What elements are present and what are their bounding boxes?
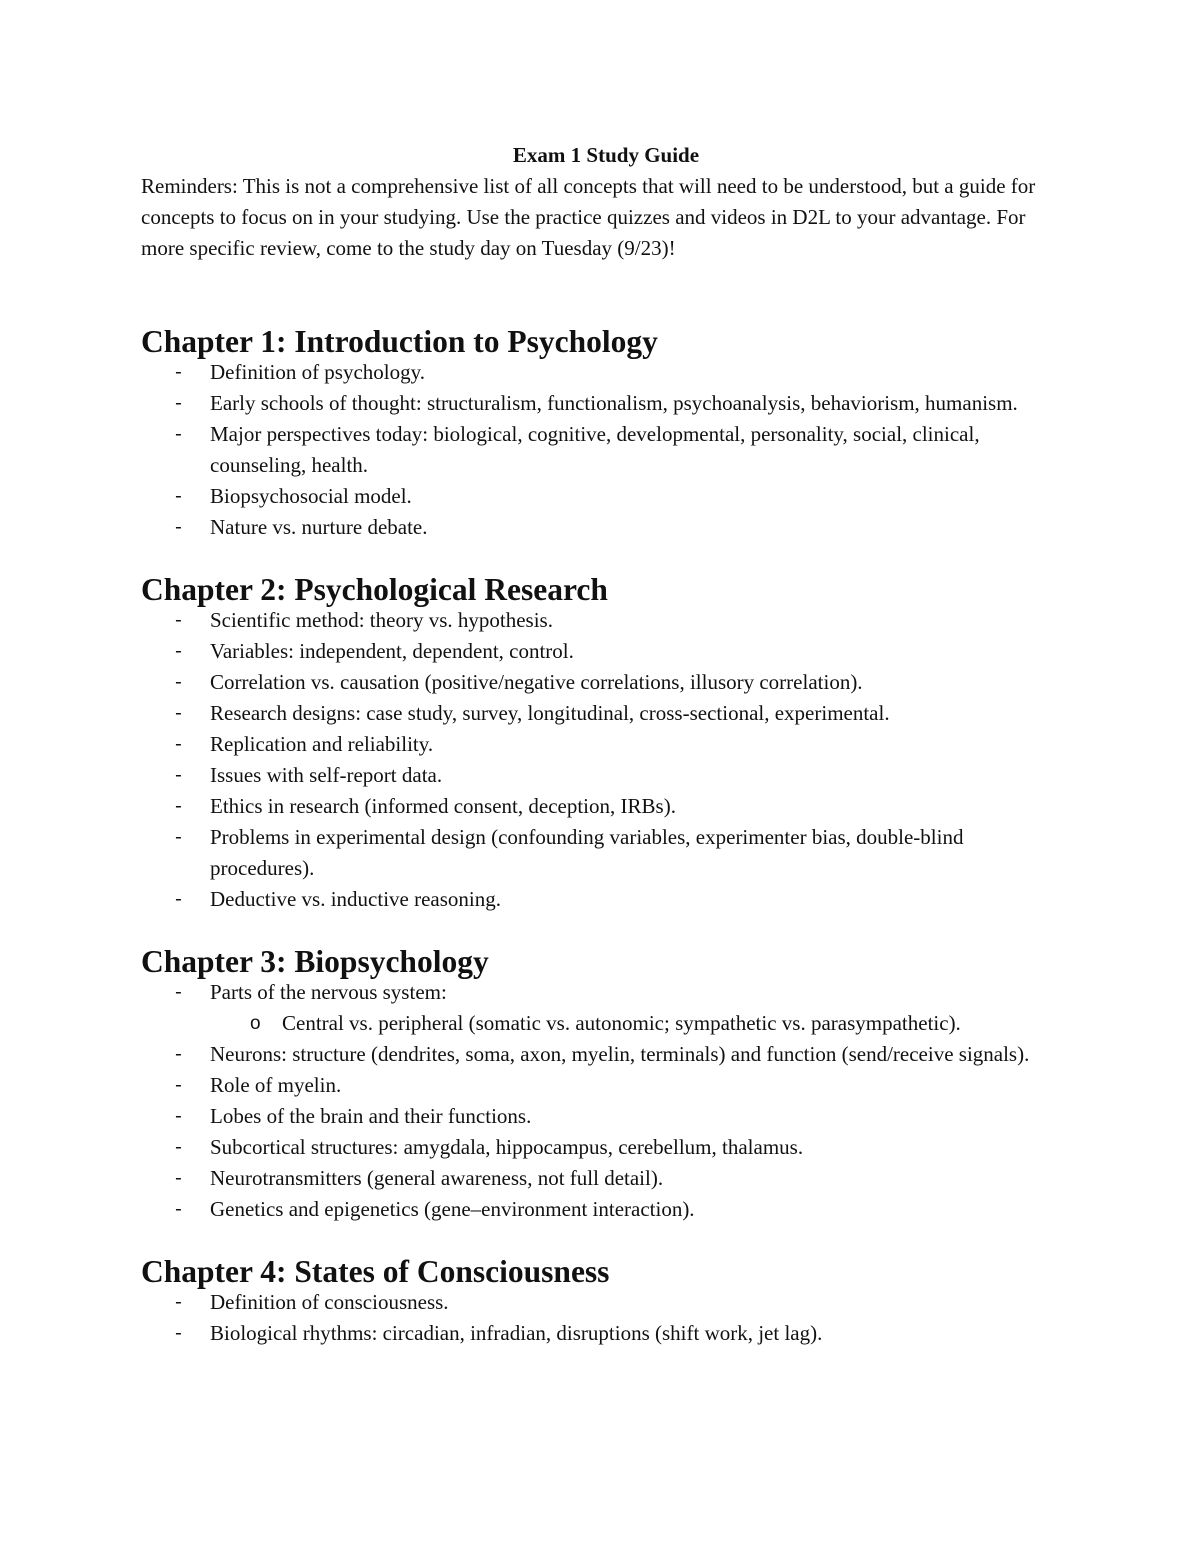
- dash-bullet: -: [175, 764, 182, 786]
- dash-bullet: -: [175, 516, 182, 538]
- sub-list-item-text: Central vs. peripheral (somatic vs. autonomic; sympathetic vs. parasympathetic).: [282, 1011, 961, 1035]
- dash-bullet: -: [175, 795, 182, 817]
- chapter-2-list: [141, 605, 1071, 915]
- dash-bullet: -: [175, 888, 182, 910]
- list-item-text: Major perspectives today: biological, cognitive, developmental, personality, social, clinical, counseling, health.: [210, 422, 980, 477]
- list-item: [141, 388, 1071, 419]
- chapter-heading: Chapter 1: Introduction to Psychology: [141, 324, 658, 359]
- list-item: [141, 977, 1071, 1039]
- chapter-3-list: [141, 977, 1071, 1225]
- list-item: [141, 729, 1071, 760]
- list-item-text: Biopsychosocial model.: [210, 484, 412, 508]
- list-item-text: Correlation vs. causation (positive/negative correlations, illusory correlation).: [210, 670, 863, 694]
- dash-bullet: -: [175, 1074, 182, 1096]
- sub-list-item: [210, 1008, 1071, 1039]
- dash-bullet: -: [175, 1105, 182, 1127]
- chapter-1-section: [141, 326, 1071, 543]
- list-item: [141, 667, 1071, 698]
- dash-bullet: -: [175, 609, 182, 631]
- list-item-text: Problems in experimental design (confounding variables, experimenter bias, double-blind procedures).: [210, 825, 964, 880]
- list-item: [141, 1101, 1071, 1132]
- list-item-text: Deductive vs. inductive reasoning.: [210, 887, 502, 911]
- list-item: [141, 760, 1071, 791]
- list-item: [141, 1287, 1071, 1318]
- list-item-text: Early schools of thought: structuralism, functionalism, psychoanalysis, behaviorism, humanism.: [210, 391, 1018, 415]
- dash-bullet: -: [175, 671, 182, 693]
- dash-bullet: -: [175, 1136, 182, 1158]
- list-item-text: Replication and reliability.: [210, 732, 434, 756]
- list-item: [141, 636, 1071, 667]
- chapter-3-section: [141, 946, 1071, 1225]
- list-item: [141, 1318, 1071, 1349]
- chapter-heading: Chapter 3: Biopsychology: [141, 944, 489, 979]
- document-title: Exam 1 Study Guide: [512, 143, 700, 167]
- list-item: [141, 512, 1071, 543]
- dash-bullet: -: [175, 702, 182, 724]
- dash-bullet: -: [175, 981, 182, 1003]
- dash-bullet: -: [175, 1198, 182, 1220]
- list-item-text: Biological rhythms: circadian, infradian, disruptions (shift work, jet lag).: [210, 1321, 823, 1345]
- list-item: [141, 605, 1071, 636]
- dash-bullet: -: [175, 1167, 182, 1189]
- list-item: [141, 791, 1071, 822]
- document-page: [141, 140, 1071, 1349]
- dash-bullet: -: [175, 640, 182, 662]
- dash-bullet: -: [175, 1043, 182, 1065]
- list-item-text: Parts of the nervous system:: [210, 980, 447, 1004]
- dash-bullet: -: [175, 392, 182, 414]
- list-item-text: Neurons: structure (dendrites, soma, axon, myelin, terminals) and function (send/receive signals).: [210, 1042, 1030, 1066]
- list-item: [141, 884, 1071, 915]
- dash-bullet: -: [175, 733, 182, 755]
- list-item-text: Issues with self-report data.: [210, 763, 443, 787]
- chapter-1-list: [141, 357, 1071, 543]
- list-item: [141, 357, 1071, 388]
- list-item: [141, 822, 1071, 884]
- list-item-text: Lobes of the brain and their functions.: [210, 1104, 532, 1128]
- list-item: [141, 1132, 1071, 1163]
- chapter-4-list: [141, 1287, 1071, 1349]
- list-item-text: Neurotransmitters (general awareness, not full detail).: [210, 1166, 664, 1190]
- list-item-text: Definition of psychology.: [210, 360, 426, 384]
- dash-bullet: -: [175, 1322, 182, 1344]
- chapter-heading: Chapter 2: Psychological Research: [141, 572, 608, 607]
- reminders-paragraph: Reminders: This is not a comprehensive list of all concepts that will need to be understood, but a guide for concepts to focus on in your studying. Use the practice quizzes and videos in D2L to your advantage. For more specific review, come to the study day on Tuesday (9/23)!: [141, 174, 1036, 260]
- list-item-text: Research designs: case study, survey, longitudinal, cross-sectional, experimental.: [210, 701, 890, 725]
- list-item: [141, 419, 1071, 481]
- list-item: [141, 481, 1071, 512]
- dash-bullet: -: [175, 423, 182, 445]
- dash-bullet: -: [175, 826, 182, 848]
- list-item-text: Scientific method: theory vs. hypothesis.: [210, 608, 553, 632]
- chapter-heading: Chapter 4: States of Consciousness: [141, 1254, 610, 1289]
- dash-bullet: -: [175, 485, 182, 507]
- list-item-text: Nature vs. nurture debate.: [210, 515, 428, 539]
- dash-bullet: -: [175, 1291, 182, 1313]
- list-item: [141, 698, 1071, 729]
- list-item-text: Ethics in research (informed consent, deception, IRBs).: [210, 794, 676, 818]
- list-item: [141, 1163, 1071, 1194]
- chapter-2-section: [141, 574, 1071, 915]
- list-item-text: Variables: independent, dependent, control.: [210, 639, 574, 663]
- list-item-text: Subcortical structures: amygdala, hippocampus, cerebellum, thalamus.: [210, 1135, 804, 1159]
- list-item: [141, 1070, 1071, 1101]
- chapter-4-section: [141, 1256, 1071, 1349]
- list-item-text: Genetics and epigenetics (gene–environment interaction).: [210, 1197, 695, 1221]
- sub-list: [210, 1008, 1071, 1039]
- list-item-text: Definition of consciousness.: [210, 1290, 449, 1314]
- circle-bullet: o: [250, 1013, 261, 1034]
- list-item: [141, 1039, 1071, 1070]
- dash-bullet: -: [175, 361, 182, 383]
- list-item-text: Role of myelin.: [210, 1073, 342, 1097]
- list-item: [141, 1194, 1071, 1225]
